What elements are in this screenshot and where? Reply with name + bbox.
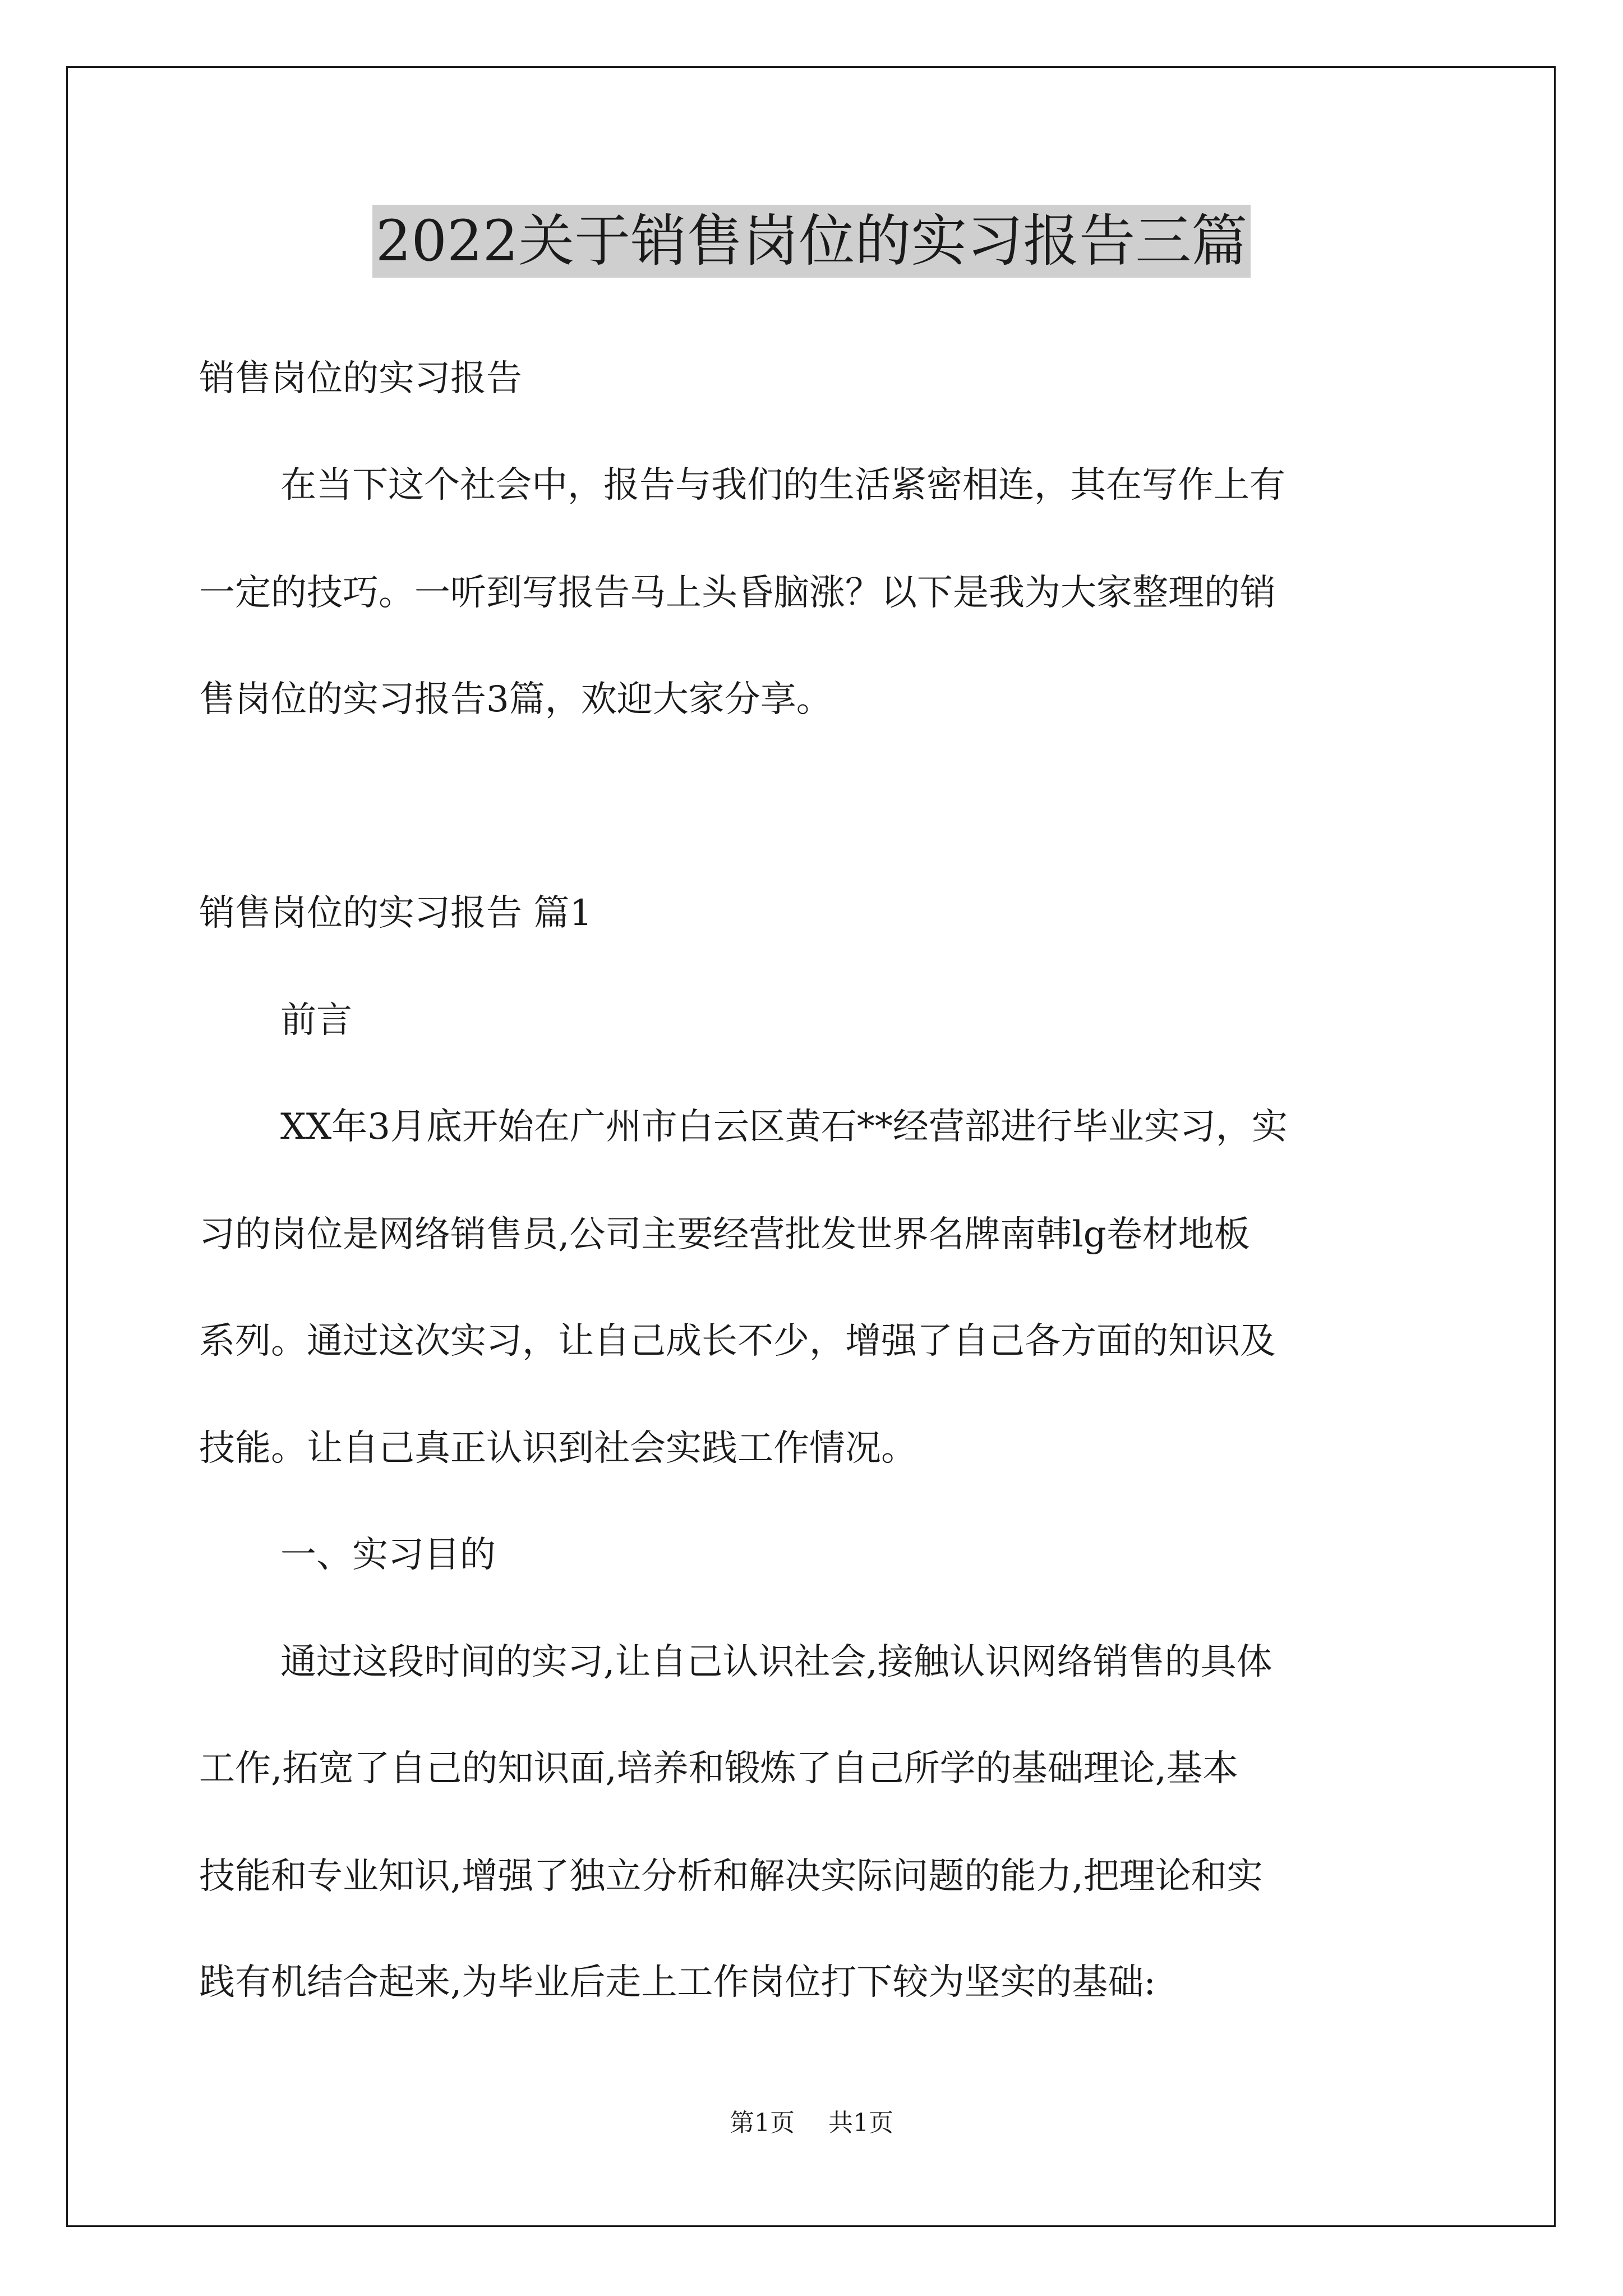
paragraph-line: 在当下这个社会中，报告与我们的生活紧密相连，其在写作上有	[280, 464, 1285, 506]
paragraph-line: 一定的技巧。一听到写报告马上头昏脑涨？以下是我为大家整理的销	[199, 572, 1276, 614]
subheading: 前言	[280, 1000, 352, 1041]
paragraph-line: 系列。通过这次实习，让自己成长不少，增强了自己各方面的知识及	[199, 1320, 1276, 1362]
paragraph-line: 工作,拓宽了自己的知识面,培养和锻炼了自己所学的基础理论,基本	[199, 1748, 1239, 1789]
paragraph-line: 通过这段时间的实习,让自己认识社会,接触认识网络销售的具体	[280, 1641, 1272, 1683]
page-total: 共1页	[828, 2109, 893, 2137]
paragraph-line: 习的岗位是网络销售员,公司主要经营批发世界名牌南韩lg卷材地板	[199, 1214, 1250, 1255]
section-heading: 销售岗位的实习报告 篇1	[199, 892, 593, 934]
paragraph-line: 技能。让自己真正认识到社会实践工作情况。	[199, 1428, 917, 1469]
title-container	[0, 205, 1623, 278]
document-title: 2022关于销售岗位的实习报告三篇	[372, 205, 1251, 278]
paragraph-line: XX年3月底开始在广州市白云区黄石**经营部进行毕业实习，实	[280, 1106, 1288, 1148]
paragraph-line: 践有机结合起来,为毕业后走上工作岗位打下较为坚实的基础:	[199, 1962, 1156, 2003]
subheading: 一、实习目的	[280, 1534, 496, 1576]
paragraph-line: 技能和专业知识,增强了独立分析和解决实际问题的能力,把理论和实	[199, 1856, 1263, 1897]
section-heading: 销售岗位的实习报告	[199, 358, 522, 399]
paragraph-line: 售岗位的实习报告3篇，欢迎大家分享。	[199, 679, 832, 720]
page-number: 第1页	[730, 2109, 795, 2137]
page-footer	[0, 2106, 1623, 2140]
